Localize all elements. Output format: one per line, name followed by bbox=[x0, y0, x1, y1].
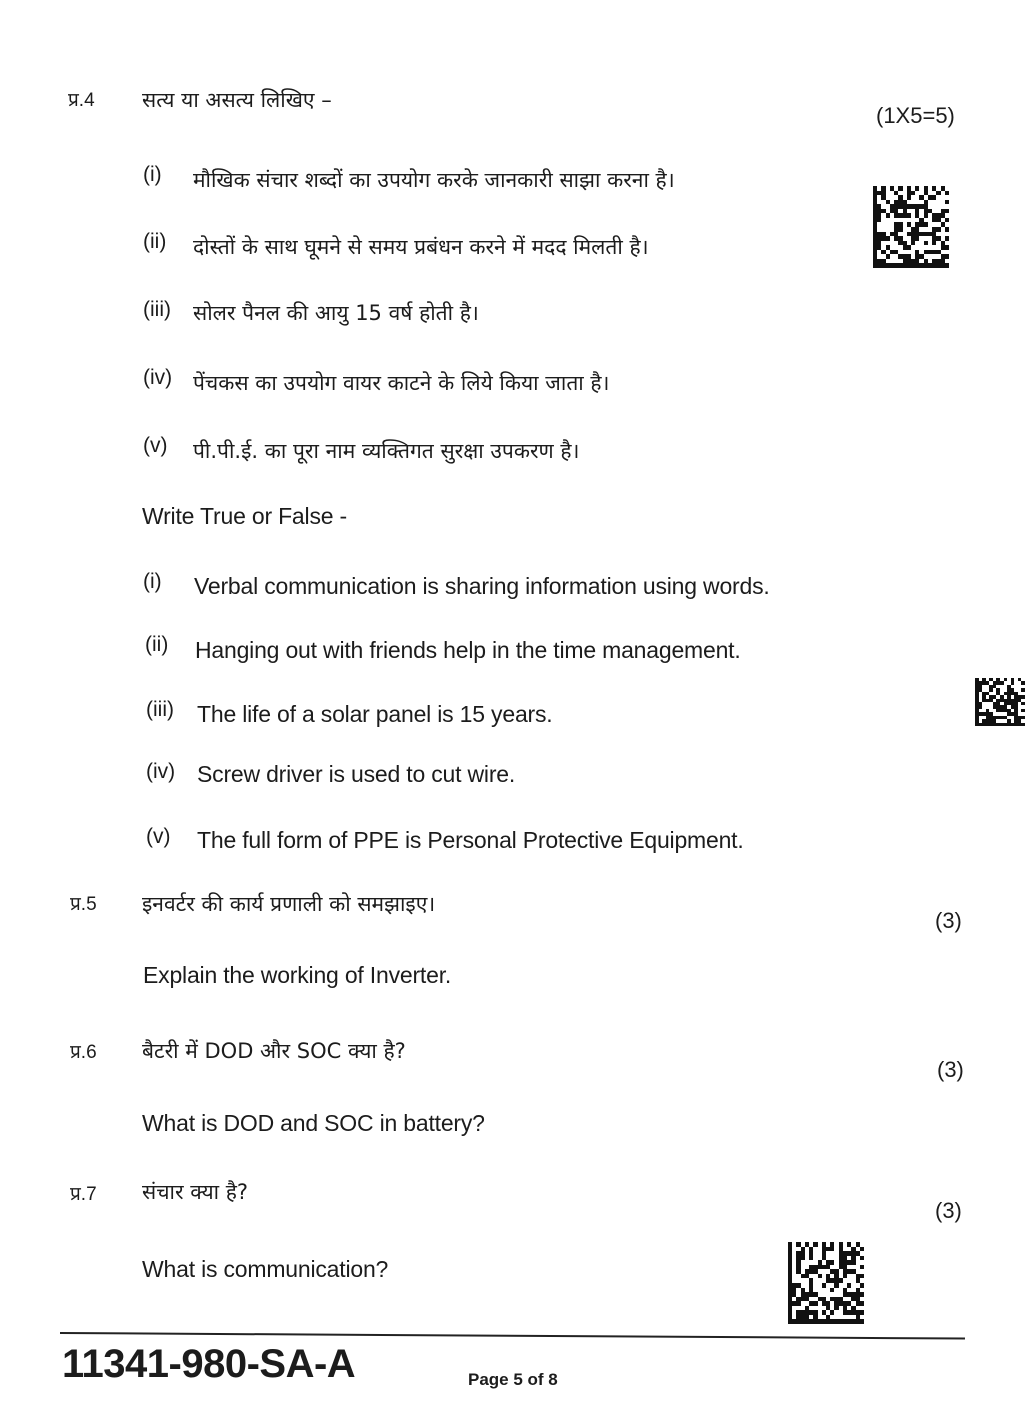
q7-number: प्र.7 bbox=[70, 1184, 97, 1205]
q4-marks: (1X5=5) bbox=[876, 103, 955, 128]
q6-text-hindi: बैटरी में DOD और SOC क्या है? bbox=[142, 1039, 406, 1063]
q5-text-english: Explain the working of Inverter. bbox=[143, 962, 452, 988]
q4-hi-item-text: दोस्तों के साथ घूमने से समय प्रबंधन करने में मदद मिलती है। bbox=[193, 235, 649, 259]
qr-code-icon bbox=[975, 678, 1025, 726]
qr-code-pattern bbox=[975, 678, 1025, 726]
q4-number: प्र.4 bbox=[68, 90, 95, 111]
q4-hi-item-text: सोलर पैनल की आयु 15 वर्ष होती है। bbox=[193, 301, 479, 325]
q4-en-item-text: Screw driver is used to cut wire. bbox=[197, 761, 516, 787]
q4-hi-item-label: (iv) bbox=[143, 366, 173, 389]
q5-text-hindi: इनवर्टर की कार्य प्रणाली को समझाइए। bbox=[142, 892, 436, 916]
q4-en-item-text: The life of a solar panel is 15 years. bbox=[197, 701, 553, 727]
q5-number: प्र.5 bbox=[70, 894, 97, 915]
q7-text-english: What is communication? bbox=[142, 1256, 389, 1282]
q4-en-item-text: The full form of PPE is Personal Protective Equipment. bbox=[197, 827, 744, 853]
q4-en-item-label: (i) bbox=[143, 570, 162, 593]
q5-marks: (3) bbox=[935, 908, 962, 933]
q4-en-item-text: Hanging out with friends help in the time management. bbox=[195, 637, 741, 663]
q4-en-item-label: (v) bbox=[146, 825, 171, 848]
qr-code-icon bbox=[788, 1242, 864, 1324]
q6-number: प्र.6 bbox=[70, 1042, 97, 1063]
q7-marks: (3) bbox=[935, 1198, 962, 1223]
q4-hi-item-text: पी.पी.ई. का पूरा नाम व्यक्तिगत सुरक्षा उपकरण है। bbox=[193, 439, 580, 463]
q4-hi-item-text: मौखिक संचार शब्दों का उपयोग करके जानकारी साझा करना है। bbox=[193, 168, 675, 192]
q7-text-hindi: संचार क्या है? bbox=[142, 1180, 249, 1204]
page-number: Page 5 of 8 bbox=[468, 1370, 558, 1389]
paper-code: 11341-980-SA-A bbox=[62, 1342, 356, 1386]
qr-code-icon bbox=[873, 186, 949, 268]
q4-en-item-label: (iv) bbox=[146, 760, 176, 783]
q4-hi-item-text: पेंचकस का उपयोग वायर काटने के लिये किया जाता है। bbox=[193, 371, 610, 395]
q4-instruction-english: Write True or False - bbox=[142, 503, 347, 529]
q6-text-english: What is DOD and SOC in battery? bbox=[142, 1110, 485, 1136]
q4-instruction-hindi: सत्य या असत्य लिखिए – bbox=[142, 88, 332, 112]
q4-en-item-label: (iii) bbox=[146, 698, 174, 721]
q4-hi-item-label: (ii) bbox=[143, 230, 167, 253]
qr-code-pattern bbox=[873, 186, 949, 268]
q4-hi-item-label: (iii) bbox=[143, 298, 171, 321]
q4-hi-item-label: (v) bbox=[143, 434, 168, 457]
q4-en-item-text: Verbal communication is sharing information using words. bbox=[194, 573, 770, 599]
qr-code-pattern bbox=[788, 1242, 864, 1324]
q4-hi-item-label: (i) bbox=[143, 163, 162, 186]
q4-en-item-label: (ii) bbox=[145, 633, 169, 656]
q6-marks: (3) bbox=[937, 1057, 964, 1082]
footer-rule bbox=[60, 1332, 965, 1340]
